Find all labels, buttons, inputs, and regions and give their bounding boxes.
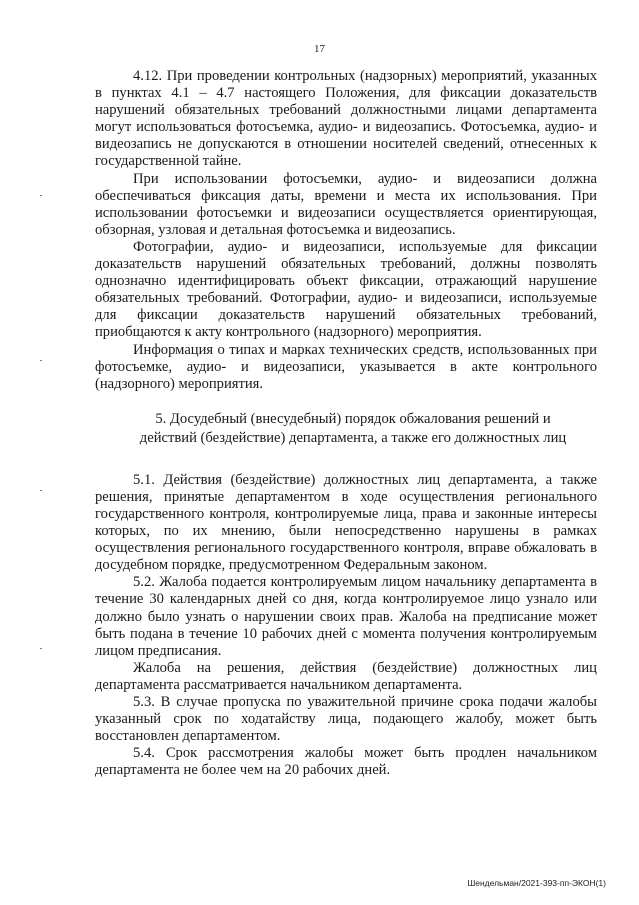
document-body: [95, 68, 597, 779]
document-code: Шендельман/2021-393-пп-ЭКОН(1): [467, 878, 606, 888]
paragraph: 5.3. В случае пропуска по уважительной причине срока подачи жалобы указанный срок по ходатайству лица, подающего жалобу, может быть восстановлен департаментом.: [95, 694, 597, 745]
paragraph: При использовании фотосъемки, аудио- и видеозаписи должна обеспечиваться фиксация даты, времени и места их использования. При использовании фотосъемки и видеозаписи осуществляется ориентирующая, обзорная, узловая и детальная фотосъемка и видеозапись.: [95, 170, 597, 238]
scan-speck: [40, 195, 42, 196]
paragraph: 4.12. При проведении контрольных (надзорных) мероприятий, указанных в пунктах 4.1 – 4.7 настоящего Положения, для фиксации доказательств нарушений обязательных требований должностными лицами департамента могут использоваться фотосъемка, аудио- и видеозапись. Фотосъемка, аудио- и видеозапись не допускаются в отношении носителей сведений, отнесенных к государственной тайне.: [95, 68, 597, 170]
paragraph: 5.2. Жалоба подается контролируемым лицом начальнику департамента в течение 30 календарных дней со дня, когда контролируемое лицо узнало или должно было узнать о нарушении своих прав. Жалоба на предписание может быть подана в течение 10 рабочих дней с момента получения контролируемым лицом предписания.: [95, 574, 597, 659]
section-heading: [95, 410, 597, 448]
page-number: 17: [314, 43, 325, 55]
paragraph: 5.4. Срок рассмотрения жалобы может быть продлен начальником департамента не более чем на 20 рабочих дней.: [95, 745, 597, 779]
scan-speck: [40, 490, 42, 491]
section-heading-line: действий (бездействие) департамента, а также его должностных лиц: [139, 429, 567, 446]
scan-speck: [40, 360, 42, 361]
scan-speck: [40, 648, 42, 649]
paragraph: 5.1. Действия (бездействие) должностных лиц департамента, а также решения, принятые департаментом в ходе осуществления регионального государственного контроля, контролируемые лица, права и законные интересы которых, по их мнению, были непосредственно нарушены в рамках осуществления регионального государственного контроля, вправе обжаловать в досудебном порядке, предусмотренном Федеральным законом.: [95, 471, 597, 574]
section-heading-line: 5. Досудебный (внесудебный) порядок обжалования решений и: [155, 410, 551, 427]
paragraph: Информация о типах и марках технических средств, использованных при фотосъемке, аудио- и видеозаписи, указывается в акте контрольного (надзорного) мероприятия.: [95, 341, 597, 392]
paragraph: Фотографии, аудио- и видеозаписи, используемые для фиксации доказательств нарушений обязательных требований, должны позволять однозначно идентифицировать объект фиксации, отражающий нарушение обязательных требований. Фотографии, аудио- и видеозаписи, используемые для фиксации доказательств нарушений обязательных требований, приобщаются к акту контрольного (надзорного) мероприятия.: [95, 238, 597, 341]
paragraph: Жалоба на решения, действия (бездействие) должностных лиц департамента рассматривается начальником департамента.: [95, 659, 597, 693]
